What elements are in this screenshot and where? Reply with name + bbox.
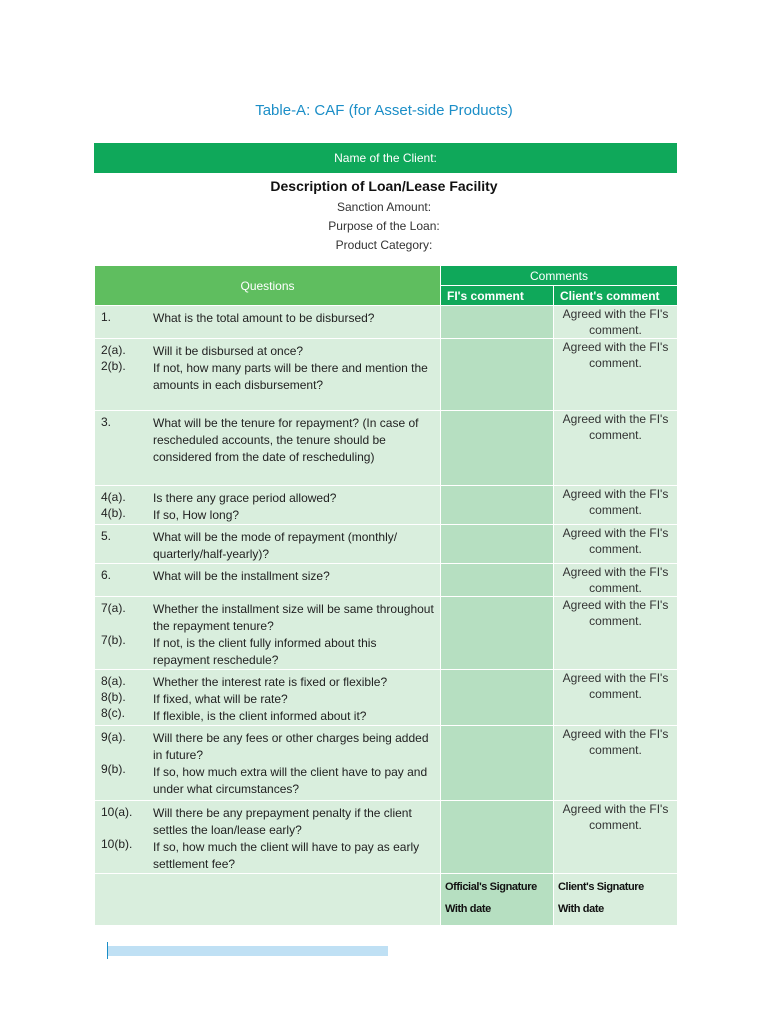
client-comment-header: Client's comment xyxy=(554,286,678,306)
client-comment-text: Agreed with the FI's comment. xyxy=(562,412,669,442)
sanction-amount-label: Sanction Amount: xyxy=(336,200,432,214)
question-cell xyxy=(95,670,441,726)
client-comment-text: Agreed with the FI's comment. xyxy=(562,802,669,832)
client-comment-text: Agreed with the FI's comment. xyxy=(562,727,669,757)
question-number: 1. xyxy=(101,310,112,324)
client-comment-text: Agreed with the FI's comment. xyxy=(562,307,669,337)
table-row xyxy=(95,306,678,339)
fi-comment-cell xyxy=(441,486,554,525)
client-comment-cell xyxy=(554,726,678,801)
official-signature-label: Official's Signature xyxy=(445,881,537,893)
question-number: 10(a). 10(b). xyxy=(101,805,133,851)
question-number: 7(a). 7(b). xyxy=(101,601,126,647)
client-comment-cell xyxy=(554,801,678,874)
fi-comment-header: FI's comment xyxy=(441,286,554,306)
question-cell xyxy=(95,564,441,597)
client-comment-cell xyxy=(554,486,678,525)
question-number: 9(a). 9(b). xyxy=(101,730,126,776)
client-comment-cell xyxy=(554,564,678,597)
client-comment-text: Agreed with the FI's comment. xyxy=(562,671,669,701)
official-signature-cell xyxy=(441,874,554,926)
question-text: Will there be any fees or other charges being added in future? If so, how much extra will the client have to pay and under what circumstances? xyxy=(153,731,429,796)
product-category-label: Product Category: xyxy=(335,238,433,252)
question-number: 8(a). 8(b). 8(c). xyxy=(101,674,126,720)
question-text: What will be the mode of repayment (monthly/ quarterly/half-yearly)? xyxy=(153,530,398,561)
client-signature-label: Client's Signature xyxy=(558,881,644,893)
signature-row-blank xyxy=(95,874,441,926)
table-row xyxy=(95,486,678,525)
question-cell xyxy=(95,801,441,874)
client-comment-cell xyxy=(554,670,678,726)
question-cell xyxy=(95,339,441,411)
question-text: Whether the interest rate is fixed or flexible? If fixed, what will be rate? If flexible, is the client informed about it? xyxy=(153,675,388,723)
fi-comment-cell xyxy=(441,306,554,339)
fi-comment-cell xyxy=(441,339,554,411)
client-comment-text: Agreed with the FI's comment. xyxy=(562,487,669,517)
question-text: Is there any grace period allowed? If so, How long? xyxy=(153,491,337,522)
client-comment-text: Agreed with the FI's comment. xyxy=(562,598,669,628)
official-with-date-label: With date xyxy=(445,903,491,915)
client-comment-cell xyxy=(554,597,678,670)
client-with-date-label: With date xyxy=(558,903,604,915)
description-heading: Description of Loan/Lease Facility xyxy=(270,178,498,194)
question-number: 5. xyxy=(101,529,112,543)
client-comment-cell xyxy=(554,525,678,564)
client-comment-text: Agreed with the FI's comment. xyxy=(562,565,669,595)
question-cell xyxy=(95,525,441,564)
question-text: Will it be disbursed at once? If not, how many parts will be there and mention the amounts in each disbursement? xyxy=(153,344,428,392)
question-text: Will there be any prepayment penalty if the client settles the loan/lease early? If so, how much the client will have to pay as early settlement fee? xyxy=(153,806,420,871)
table-row xyxy=(95,564,678,597)
fi-comment-cell xyxy=(441,801,554,874)
question-text: What will be the installment size? xyxy=(153,569,330,583)
question-cell xyxy=(95,597,441,670)
question-number: 3. xyxy=(101,415,112,429)
table-row xyxy=(95,597,678,670)
fi-comment-cell xyxy=(441,670,554,726)
purpose-label: Purpose of the Loan: xyxy=(328,219,440,233)
question-number: 4(a). 4(b). xyxy=(101,490,126,520)
question-cell xyxy=(95,306,441,339)
footer-bar xyxy=(108,946,388,956)
question-text: What is the total amount to be disbursed? xyxy=(153,311,375,325)
question-number: 2(a). 2(b). xyxy=(101,343,126,373)
fi-comment-cell xyxy=(441,525,554,564)
fi-comment-cell xyxy=(441,726,554,801)
questions-header: Questions xyxy=(95,266,441,306)
client-comment-text: Agreed with the FI's comment. xyxy=(562,340,669,370)
table-row xyxy=(95,670,678,726)
client-name-bar xyxy=(94,143,677,173)
client-comment-text: Agreed with the FI's comment. xyxy=(562,526,669,556)
fi-comment-cell xyxy=(441,564,554,597)
client-comment-cell xyxy=(554,339,678,411)
question-cell xyxy=(95,411,441,486)
caf-table xyxy=(94,265,678,926)
question-cell xyxy=(95,486,441,525)
client-name-label: Name of the Client: xyxy=(334,151,437,165)
question-number: 6. xyxy=(101,568,112,582)
question-text: Whether the installment size will be same throughout the repayment tenure? If not, is the client fully informed about this repayment reschedule? xyxy=(153,602,434,667)
client-comment-cell xyxy=(554,306,678,339)
table-row xyxy=(95,525,678,564)
client-comment-cell xyxy=(554,411,678,486)
table-row xyxy=(95,339,678,411)
question-text: What will be the tenure for repayment? (In case of rescheduled accounts, the tenure should be considered from the date of rescheduling) xyxy=(153,416,419,464)
comments-header: Comments xyxy=(441,266,678,286)
table-row xyxy=(95,726,678,801)
client-signature-cell xyxy=(554,874,678,926)
fi-comment-cell xyxy=(441,597,554,670)
page-title: Table-A: CAF (for Asset-side Products) xyxy=(255,102,513,119)
table-row xyxy=(95,411,678,486)
table-row xyxy=(95,801,678,874)
question-cell xyxy=(95,726,441,801)
fi-comment-cell xyxy=(441,411,554,486)
